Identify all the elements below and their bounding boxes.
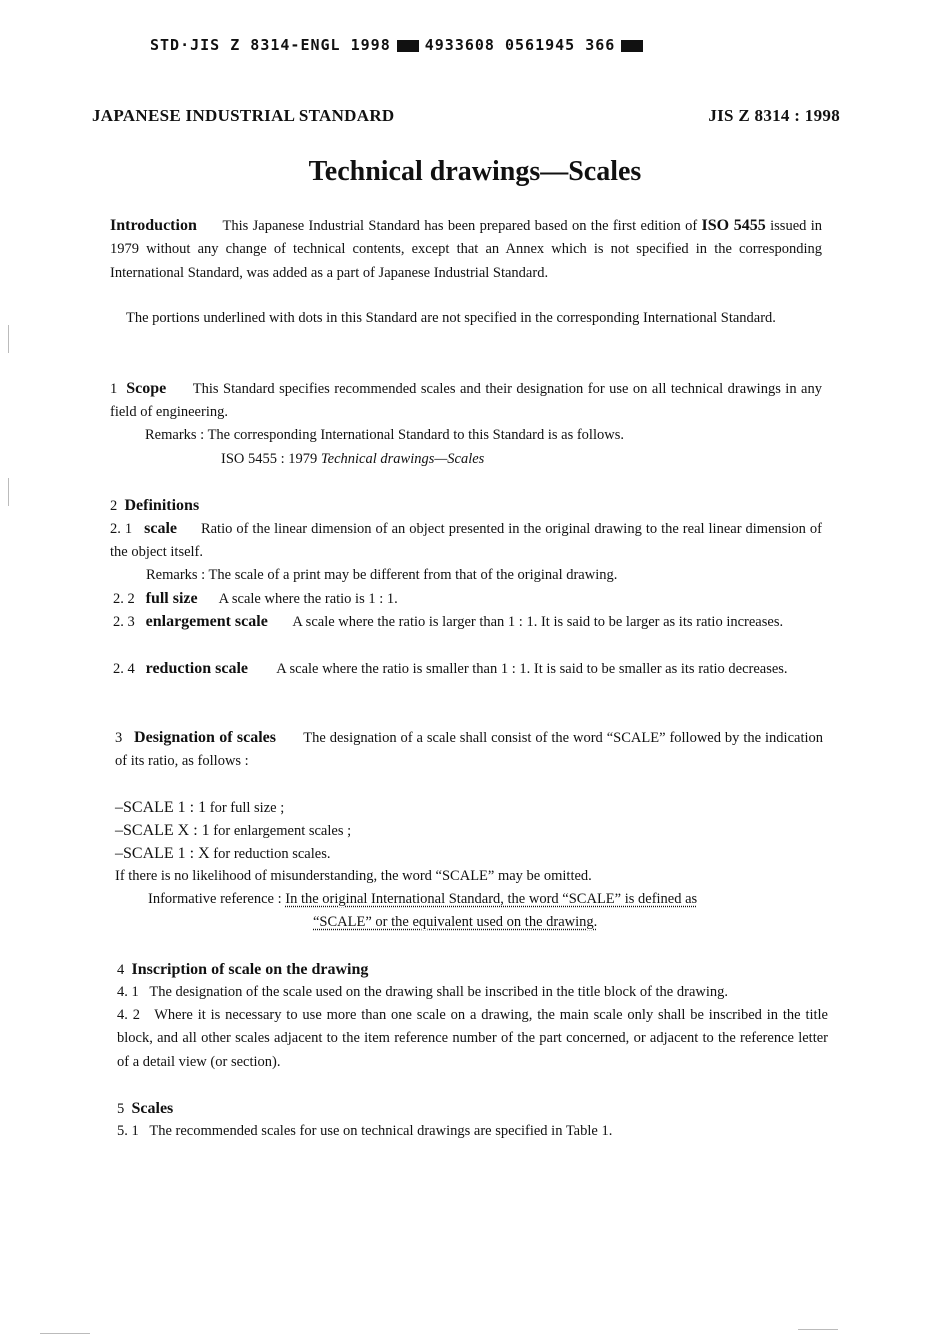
document-code: STD·JIS Z 8314-ENGL 1998: [150, 36, 391, 54]
designation-item: [115, 819, 351, 843]
section-heading: Definitions: [124, 497, 200, 514]
section-heading: Inscription of scale on the drawing: [131, 961, 369, 978]
remarks-text: The corresponding International Standard to this Standard is as follows.: [207, 427, 624, 443]
designation-note: If there is no likelihood of misunderstanding, the word “SCALE” may be omitted.: [115, 868, 592, 884]
section-definitions-heading: [110, 494, 199, 518]
section-heading: Designation of scales: [134, 729, 276, 746]
definition-text: A scale where the ratio is smaller than 1 : 1. It is said to be smaller as its ratio decreases.: [276, 661, 788, 677]
definition-scale-remarks: Remarks : The scale of a print may be different from that of the original drawing.: [146, 567, 618, 583]
section-designation: [115, 726, 823, 774]
section-number: 3: [115, 730, 123, 746]
designation-item: [115, 842, 330, 866]
page-title: Technical drawings—Scales: [308, 156, 642, 187]
intro-iso-ref: ISO 5455: [701, 217, 766, 234]
designation-code: –SCALE 1 : X: [115, 845, 210, 862]
scope-remarks: [145, 424, 624, 447]
section-heading: Scales: [131, 1100, 174, 1117]
scan-mark: [8, 478, 9, 506]
reference-title: Technical drawings—Scales: [320, 451, 485, 467]
definition-text: A scale where the ratio is larger than 1 : 1. It is said to be larger as its ratio increases.: [292, 614, 784, 630]
designation-desc: for full size ;: [209, 800, 285, 816]
clause-text: The recommended scales for use on technical drawings are specified in Table 1.: [149, 1123, 613, 1139]
informative-text: In the original International Standard, the word “SCALE” is defined as: [285, 891, 698, 907]
section-number: 1: [110, 381, 118, 397]
intro-paragraph: [110, 214, 822, 285]
section-text: This Standard specifies recommended scales and their designation for use on all technical drawings in any field of engineering.: [110, 381, 822, 421]
header-standard-number: JIS Z 8314 : 1998: [708, 106, 840, 125]
clause-5-1: [117, 1120, 612, 1143]
section-text: The designation of a scale shall consist of the word “SCALE” followed by the indication of its ratio, as follows :: [115, 730, 823, 770]
term: reduction scale: [145, 660, 248, 677]
clause-number: 4. 1: [117, 984, 139, 1000]
clause-number: 2. 1: [110, 521, 133, 537]
barcode-block-icon: [621, 40, 643, 52]
scan-mark: [40, 1333, 90, 1334]
term: scale: [144, 520, 177, 537]
scan-mark: [798, 1329, 838, 1330]
definition-text: Ratio of the linear dimension of an object presented in the original drawing to the real linear dimension of the object itself.: [110, 521, 823, 561]
designation-item: [115, 796, 284, 820]
remarks-label: Remarks :: [145, 427, 205, 443]
designation-code: –SCALE X : 1: [115, 822, 210, 839]
intro-text-cont: issued in 1979 without any change of technical contents, except that an Annex which is not specified in the corresponding International Standard, was added as a part of Japanese Industrial Standard.: [110, 218, 822, 281]
barcode-block-icon: [397, 40, 419, 52]
definition-enlargement-scale: [113, 610, 823, 634]
informative-text-line2: “SCALE” or the equivalent used on the drawing.: [313, 914, 598, 930]
section-number: 5: [117, 1101, 125, 1117]
clause-4-1: [117, 981, 728, 1004]
section-scales-heading: [117, 1097, 173, 1121]
section-inscription-heading: [117, 958, 368, 982]
header-org: JAPANESE INDUSTRIAL STANDARD: [92, 106, 395, 125]
clause-number: 2. 4: [113, 661, 135, 677]
clause-number: 2. 2: [113, 591, 135, 607]
designation-code: –SCALE 1 : 1: [115, 799, 207, 816]
clause-text: Where it is necessary to use more than one scale on a drawing, the main scale only shall be inscribed in the title block, and all other scales adjacent to the item reference number of the part concerned, or adjacent to the reference letter of a detail view (or section).: [117, 1007, 828, 1070]
clause-text: The designation of the scale used on the drawing shall be inscribed in the title block of the drawing.: [149, 984, 729, 1000]
clause-number: 2. 3: [113, 614, 135, 630]
clause-number: 4. 2: [117, 1007, 140, 1023]
section-number: 4: [117, 962, 125, 978]
term: enlargement scale: [145, 613, 268, 630]
designation-desc: for reduction scales.: [213, 846, 331, 862]
informative-reference: [148, 888, 697, 911]
definition-text: A scale where the ratio is 1 : 1.: [218, 591, 398, 607]
intro-text: This Japanese Industrial Standard has been prepared based on the first edition of: [222, 218, 698, 234]
scope-reference: [221, 448, 484, 471]
section-number: 2: [110, 498, 118, 514]
term: full size: [145, 590, 198, 607]
document-control-number: 4933608 0561945 366: [424, 36, 616, 54]
definition-reduction-scale: [113, 657, 823, 681]
clause-number: 5. 1: [117, 1123, 139, 1139]
section-heading: Scope: [126, 380, 167, 397]
definition-full-size: [113, 587, 398, 611]
definition-scale: [110, 517, 822, 565]
reference-number: ISO 5455 : 1979: [221, 451, 318, 467]
intro-heading: Introduction: [110, 217, 197, 234]
section-scope: [110, 377, 822, 425]
clause-4-2: [117, 1004, 828, 1074]
scan-mark: [8, 325, 9, 353]
document-code-line: [150, 36, 649, 54]
informative-label: Informative reference :: [148, 891, 282, 907]
designation-desc: for enlargement scales ;: [213, 823, 352, 839]
intro-paragraph-2: The portions underlined with dots in this Standard are not specified in the corresponding International Standard.: [126, 310, 776, 326]
